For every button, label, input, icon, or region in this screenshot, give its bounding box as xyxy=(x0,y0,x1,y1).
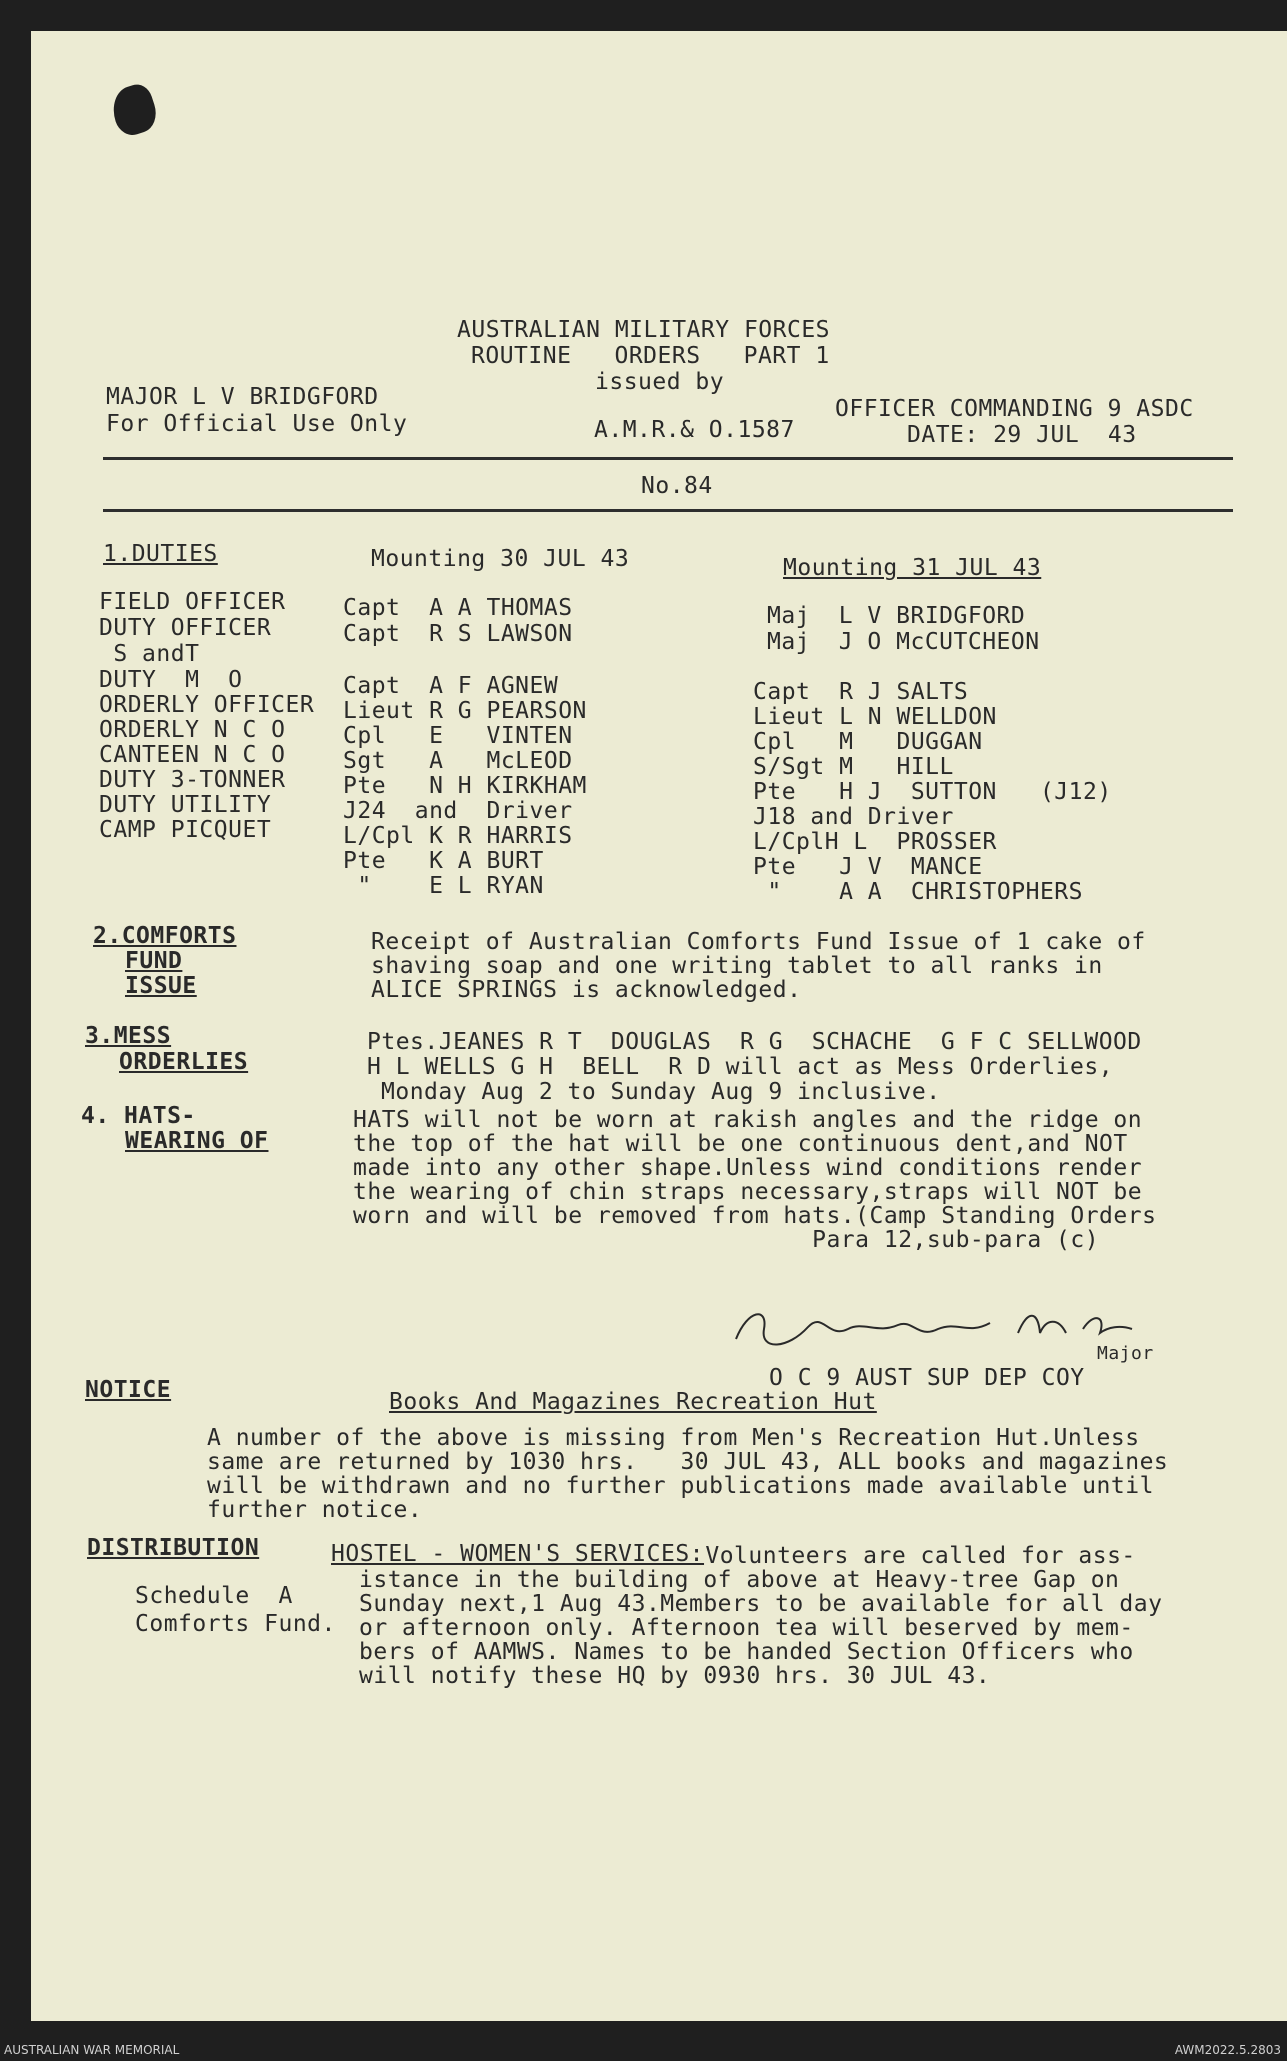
duty-role: S andT xyxy=(99,641,200,667)
duty-col1-entry: Cpl E VINTEN xyxy=(343,723,573,749)
hats-heading: 4. HATS- xyxy=(81,1103,196,1129)
hats-text-line: HATS will not be worn at rakish angles and the ridge on xyxy=(353,1107,1143,1133)
hostel-text-line: bers of AAMWS. Names to be handed Section Officers who xyxy=(359,1639,1134,1665)
signoff-rank: Major xyxy=(1097,1343,1154,1364)
document-page xyxy=(31,31,1287,2021)
duty-col1-entry: L/Cpl K R HARRIS xyxy=(343,823,573,849)
duties-heading: 1.DUTIES xyxy=(103,541,218,567)
duty-col2-entry: Pte H J SUTTON (J12) xyxy=(753,779,1112,805)
order-number: No.84 xyxy=(641,473,713,499)
duty-role: DUTY OFFICER xyxy=(99,615,272,641)
hostel-text-line: will notify these HQ by 0930 hrs. 30 JUL 43. xyxy=(359,1663,991,1689)
mess-text-line: Monday Aug 2 to Sunday Aug 9 inclusive. xyxy=(381,1079,941,1105)
classification: For Official Use Only xyxy=(106,411,408,437)
duty-role: DUTY M O xyxy=(99,667,243,693)
notice-text-line: will be withdrawn and no further publications made available until xyxy=(207,1473,1154,1499)
notice-text-line: A number of the above is missing from Men's Recreation Hut.Unless xyxy=(207,1425,1140,1451)
footer-archive-label: AUSTRALIAN WAR MEMORIAL xyxy=(4,2043,180,2057)
issuer-name: MAJOR L V BRIDGFORD xyxy=(106,384,379,410)
hats-text-line: the top of the hat will be one continuous dent,and NOT xyxy=(353,1131,1128,1157)
comforts-text-line: Receipt of Australian Comforts Fund Issue of 1 cake of xyxy=(371,929,1146,955)
comforts-text-line: ALICE SPRINGS is acknowledged. xyxy=(371,977,802,1003)
duty-col1-entry: Lieut R G PEARSON xyxy=(343,698,587,724)
duty-col2-entry: Pte J V MANCE xyxy=(753,854,983,880)
duties-col1-heading: Mounting 30 JUL 43 xyxy=(371,546,630,572)
title-line-3: issued by xyxy=(595,369,725,395)
duty-col2-entry: Capt R J SALTS xyxy=(753,679,969,705)
duties-col2-heading: Mounting 31 JUL 43 xyxy=(783,555,1042,581)
duty-col1-entry: " E L RYAN xyxy=(343,873,544,899)
hats-text-line: Para 12,sub-para (c) xyxy=(353,1227,1100,1253)
footer-accession-number: AWM2022.5.2803 xyxy=(1174,2043,1281,2057)
notice-heading: NOTICE xyxy=(85,1377,172,1403)
duty-col2-entry: Maj L V BRIDGFORD xyxy=(767,603,1026,629)
comforts-heading: ISSUE xyxy=(125,973,197,999)
mess-heading: ORDERLIES xyxy=(119,1049,249,1075)
hostel-heading: HOSTEL - WOMEN'S SERVICES: xyxy=(331,1541,705,1567)
duty-col2-entry: Maj J O McCUTCHEON xyxy=(767,629,1040,655)
duty-role: ORDERLY N C O xyxy=(99,717,286,743)
comforts-heading: FUND xyxy=(125,948,183,974)
duty-col1-entry: Capt R S LAWSON xyxy=(343,621,573,647)
hostel-text-line: or afternoon only. Afternoon tea will beserved by mem- xyxy=(359,1615,1134,1641)
duty-col2-entry: Lieut L N WELLDON xyxy=(753,704,997,730)
distribution-heading: DISTRIBUTION xyxy=(87,1535,260,1561)
duty-role: ORDERLY OFFICER xyxy=(99,692,315,718)
duty-col1-entry: Capt A A THOMAS xyxy=(343,595,573,621)
comforts-text-line: shaving soap and one writing tablet to all ranks in xyxy=(371,953,1103,979)
duty-col2-entry: J18 and Driver xyxy=(753,804,954,830)
mess-heading: 3.MESS xyxy=(85,1023,172,1049)
hats-text-line: the wearing of chin straps necessary,straps will NOT be xyxy=(353,1179,1143,1205)
distribution-item: Schedule A xyxy=(135,1583,293,1609)
notice-text-line: same are returned by 1030 hrs. 30 JUL 43, ALL books and magazines xyxy=(207,1449,1169,1475)
torn-corner-mark xyxy=(107,81,162,140)
header-rule-bottom xyxy=(103,509,1233,512)
duty-col1-entry: Sgt A McLEOD xyxy=(343,748,573,774)
header-rule-top xyxy=(103,457,1233,460)
duty-role: CANTEEN N C O xyxy=(99,742,286,768)
hats-heading: WEARING OF xyxy=(125,1128,269,1154)
duty-col2-entry: " A A CHRISTOPHERS xyxy=(753,879,1083,905)
notice-subheading: Books And Magazines Recreation Hut xyxy=(389,1389,877,1415)
duty-role: CAMP PICQUET xyxy=(99,817,272,843)
duty-col1-entry: Pte N H KIRKHAM xyxy=(343,773,587,799)
handwritten-signature xyxy=(728,1299,1148,1359)
officer-commanding: OFFICER COMMANDING 9 ASDC xyxy=(835,396,1194,422)
hostel-text-line: Sunday next,1 Aug 43.Members to be available for all day xyxy=(359,1591,1163,1617)
notice-text-line: further notice. xyxy=(207,1497,423,1523)
mess-text-line: H L WELLS G H BELL R D will act as Mess Orderlies, xyxy=(367,1054,1114,1080)
title-line-1: AUSTRALIAN MILITARY FORCES xyxy=(457,317,831,343)
duty-role: DUTY 3-TONNER xyxy=(99,767,286,793)
distribution-item: Comforts Fund. xyxy=(135,1611,336,1637)
duty-col2-entry: S/Sgt M HILL xyxy=(753,754,954,780)
date: DATE: 29 JUL 43 xyxy=(907,422,1137,448)
signoff-unit: O C 9 AUST SUP DEP COY xyxy=(769,1365,1085,1391)
comforts-heading: 2.COMFORTS xyxy=(93,923,237,949)
reference: A.M.R.& O.1587 xyxy=(594,417,795,443)
duty-col1-entry: J24 and Driver xyxy=(343,798,573,824)
duty-role: DUTY UTILITY xyxy=(99,792,272,818)
title-line-2: ROUTINE ORDERS PART 1 xyxy=(471,343,830,369)
mess-text-line: Ptes.JEANES R T DOUGLAS R G SCHACHE G F C SELLWOOD xyxy=(367,1029,1142,1055)
duty-col2-entry: L/CplH L PROSSER xyxy=(753,829,997,855)
hostel-text-line: istance in the building of above at Heavy-tree Gap on xyxy=(359,1567,1120,1593)
hostel-text-first: Volunteers are called for ass- xyxy=(691,1543,1136,1569)
hats-text-line: worn and will be removed from hats.(Camp Standing Orders xyxy=(353,1203,1157,1229)
hats-text-line: made into any other shape.Unless wind conditions render xyxy=(353,1155,1143,1181)
duty-col1-entry: Pte K A BURT xyxy=(343,848,544,874)
duty-role: FIELD OFFICER xyxy=(99,589,286,615)
duty-col2-entry: Cpl M DUGGAN xyxy=(753,729,983,755)
duty-col1-entry: Capt A F AGNEW xyxy=(343,673,559,699)
